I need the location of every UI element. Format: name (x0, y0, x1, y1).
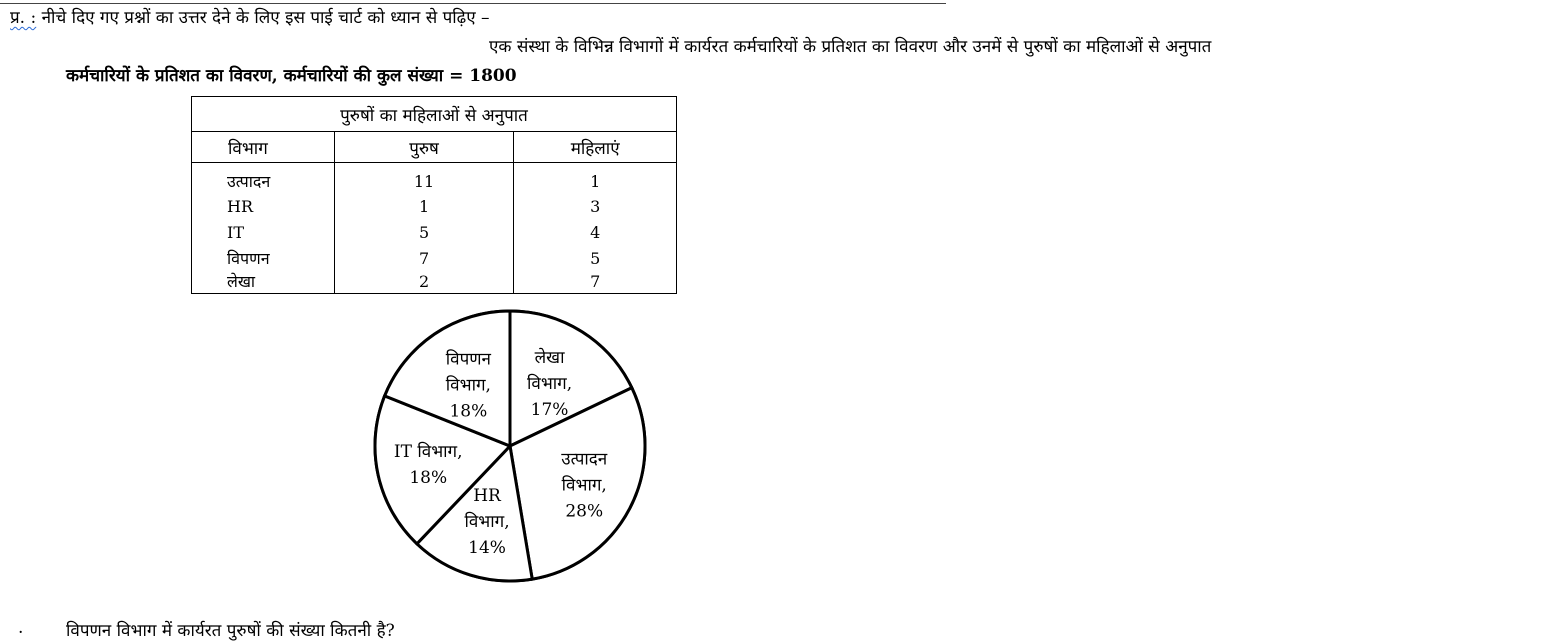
pie-slice-percent: 28% (565, 501, 604, 522)
cell-department: विपणन (192, 246, 335, 272)
header-women: महिलाएं (514, 132, 677, 163)
pie-slice-name: विभाग, (445, 375, 491, 396)
header-department: विभाग (192, 132, 335, 163)
table-row (192, 220, 677, 246)
cell-women: 3 (514, 195, 677, 221)
cell-men: 11 (334, 163, 514, 195)
pie-slice-label (561, 450, 607, 522)
cell-men: 5 (334, 220, 514, 246)
cell-department: उत्पादन (192, 163, 335, 195)
cell-department: IT (192, 220, 335, 246)
cell-men: 1 (334, 195, 514, 221)
cell-men: 7 (334, 246, 514, 272)
ratio-table (191, 96, 677, 294)
pie-slice-name: विभाग, (464, 511, 510, 532)
instruction-line (10, 5, 490, 28)
cell-women: 1 (514, 163, 677, 195)
cell-women: 7 (514, 271, 677, 294)
question-text: विपणन विभाग में कार्यरत पुरुषों की संख्या कितनी है? (66, 621, 395, 641)
cell-men: 2 (334, 271, 514, 294)
cell-women: 4 (514, 220, 677, 246)
table-header-row (192, 132, 677, 163)
pie-slice-name: विभाग, (561, 475, 607, 496)
table-row (192, 195, 677, 221)
pie-slice-name: विभाग, (526, 374, 573, 395)
header-men: पुरुष (334, 132, 514, 163)
table-row (192, 163, 677, 195)
pie-slice-name: विपणन (445, 349, 491, 370)
pie-slice-label (446, 349, 492, 422)
table-caption: पुरुषों का महिलाओं से अनुपात (192, 97, 677, 132)
pie-slice-percent: 17% (530, 400, 569, 421)
description-line-2: कर्मचारियों के प्रतिशत का विवरण, कर्मचारियों की कुल संख्या = 1800 (66, 66, 517, 86)
cell-department: लेखा (192, 271, 335, 294)
pie-slice-name: HR (473, 485, 501, 506)
table-row (192, 271, 677, 294)
table-row (192, 246, 677, 272)
pie-slice-percent: 18% (449, 401, 488, 422)
pie-slice-name: उत्पादन (561, 449, 608, 470)
pie-slice-name: लेखा (534, 348, 565, 369)
cell-department: HR (192, 195, 335, 221)
pie-slice-percent: 18% (409, 467, 448, 488)
instruction-text: नीचे दिए गए प्रश्नों का उत्तर देने के लिए इस पाई चार्ट को ध्यान से पढ़िए – (41, 8, 490, 28)
pie-slice-percent: 14% (468, 537, 506, 558)
question-number: . (18, 618, 24, 638)
description-line-1: एक संस्था के विभिन्न विभागों में कार्यरत कर्मचारियों के प्रतिशत का विवरण और उनमें से पुरुषों का महिलाओं से अनुपात (489, 37, 1212, 57)
department-pie-chart (360, 300, 660, 590)
cell-women: 5 (514, 246, 677, 272)
top-border-line (0, 0, 946, 4)
question-prefix: प्र. : (10, 8, 37, 28)
pie-slice-name: IT विभाग, (393, 441, 463, 462)
